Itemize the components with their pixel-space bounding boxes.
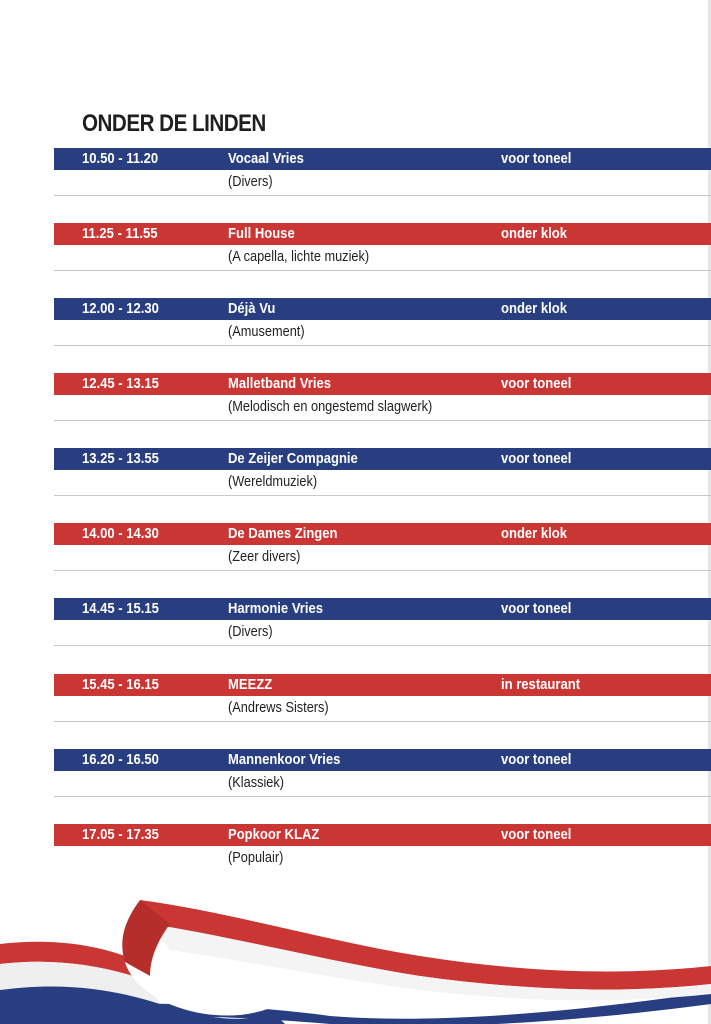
entry-genre: (Andrews Sisters) — [228, 700, 329, 716]
flag-ribbon-decoration — [0, 880, 711, 1024]
entry-time: 17.05 - 17.35 — [82, 827, 159, 843]
entry-genre: (Wereldmuziek) — [228, 474, 318, 490]
entry-act: MEEZZ — [228, 677, 273, 693]
schedule-bar — [54, 598, 711, 620]
entry-act: Harmonie Vries — [228, 601, 324, 617]
entry-location: voor toneel — [501, 376, 572, 392]
entry-genre: (Klassiek) — [228, 775, 285, 791]
entry-act: Full House — [228, 226, 295, 242]
entry-act: De Dames Zingen — [228, 526, 338, 542]
entry-genre: (Populair) — [228, 850, 284, 866]
schedule-bar — [54, 824, 711, 846]
schedule-entry — [54, 674, 711, 722]
schedule-entry — [54, 223, 711, 271]
schedule-bar — [54, 148, 711, 170]
entry-time: 11.25 - 11.55 — [82, 226, 158, 242]
schedule-bar — [54, 749, 711, 771]
entry-divider — [54, 420, 711, 421]
schedule-entry — [54, 298, 711, 346]
entry-divider — [54, 645, 711, 646]
entry-location: voor toneel — [501, 827, 572, 843]
entry-location: onder klok — [501, 301, 567, 317]
entry-divider — [54, 721, 711, 722]
schedule-entry — [54, 598, 711, 646]
entry-time: 12.00 - 12.30 — [82, 301, 159, 317]
entry-time: 14.00 - 14.30 — [82, 526, 159, 542]
entry-divider — [54, 345, 711, 346]
schedule-bar — [54, 373, 711, 395]
entry-genre: (Divers) — [228, 624, 273, 640]
entry-genre: (Divers) — [228, 174, 273, 190]
entry-location: voor toneel — [501, 151, 572, 167]
entry-divider — [54, 570, 711, 571]
entry-time: 10.50 - 11.20 — [82, 151, 159, 167]
entry-location: onder klok — [501, 226, 567, 242]
entry-location: voor toneel — [501, 752, 572, 768]
schedule-entry — [54, 523, 711, 571]
entry-divider — [54, 195, 711, 196]
schedule-entry — [54, 448, 711, 496]
entry-act: Déjà Vu — [228, 301, 276, 317]
entry-location: voor toneel — [501, 451, 572, 467]
schedule-bar — [54, 674, 711, 696]
entry-divider — [54, 495, 711, 496]
entry-act: De Zeijer Compagnie — [228, 451, 358, 467]
schedule-bar — [54, 523, 711, 545]
schedule-entry — [54, 148, 711, 196]
entry-location: onder klok — [501, 526, 567, 542]
entry-location: in restaurant — [501, 677, 581, 693]
entry-time: 14.45 - 15.15 — [82, 601, 159, 617]
entry-act: Malletband Vries — [228, 376, 331, 392]
schedule-bar — [54, 223, 711, 245]
page-title: ONDER DE LINDEN — [82, 110, 266, 137]
entry-genre: (A capella, lichte muziek) — [228, 249, 370, 265]
entry-time: 15.45 - 16.15 — [82, 677, 159, 693]
entry-act: Mannenkoor Vries — [228, 752, 341, 768]
entry-genre: (Zeer divers) — [228, 549, 301, 565]
entry-divider — [54, 796, 711, 797]
schedule-entry — [54, 824, 711, 872]
entry-time: 13.25 - 13.55 — [82, 451, 159, 467]
schedule-bar — [54, 298, 711, 320]
entry-location: voor toneel — [501, 601, 572, 617]
entry-time: 16.20 - 16.50 — [82, 752, 159, 768]
entry-time: 12.45 - 13.15 — [82, 376, 159, 392]
entry-act: Vocaal Vries — [228, 151, 304, 167]
entry-genre: (Melodisch en ongestemd slagwerk) — [228, 399, 433, 415]
schedule-entry — [54, 373, 711, 421]
entry-act: Popkoor KLAZ — [228, 827, 320, 843]
entry-divider — [54, 270, 711, 271]
entry-genre: (Amusement) — [228, 324, 305, 340]
schedule-bar — [54, 448, 711, 470]
schedule-entry — [54, 749, 711, 797]
